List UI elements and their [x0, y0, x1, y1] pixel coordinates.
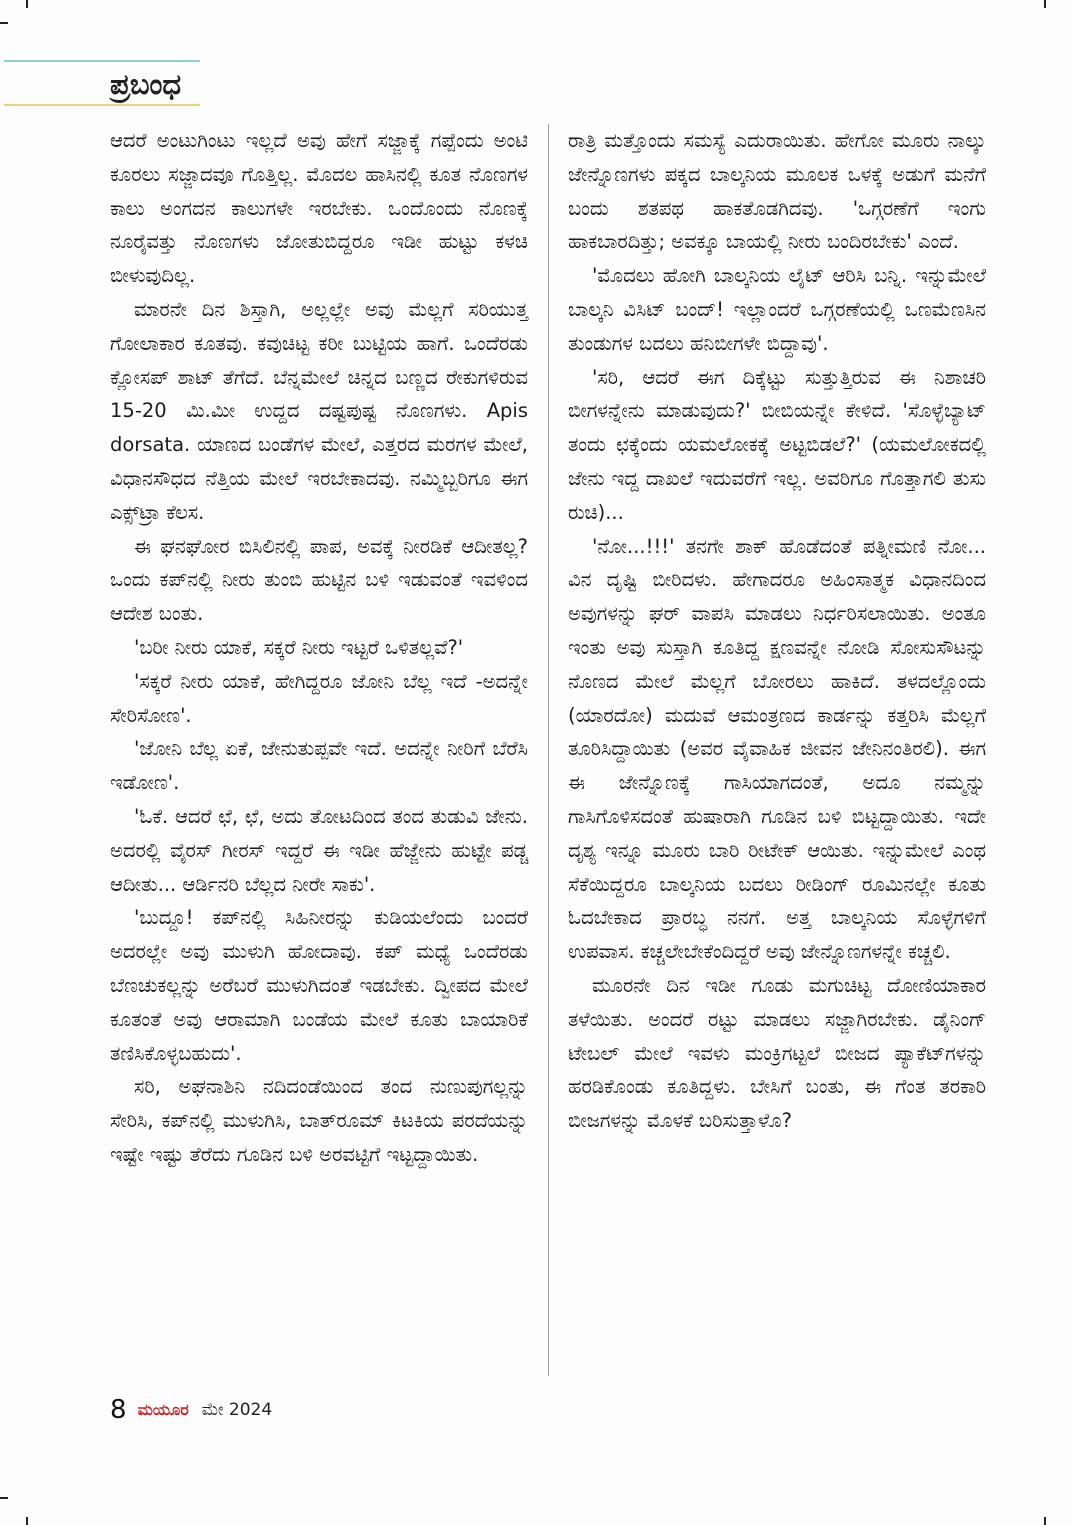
paragraph: 'ಮೊದಲು ಹೋಗಿ ಬಾಲ್ಕನಿಯ ಲೈಟ್ ಆರಿಸಿ ಬನ್ನಿ. ಇನ್ನುಮೇಲೆ ಬಾಲ್ಕನಿ ವಿಸಿಟ್ ಬಂದ್! ಇಲ್ಲಾಂದರೆ ಒಗ್ಗರಣೆಯಲ್ಲಿ ಒಣಮೆಣಸಿನ ತುಂಡುಗಳ ಬದಲು ಹನಿಬೀಗಳೇ ಬಿದ್ದಾವು'. — [568, 264, 986, 355]
page-footer — [110, 1392, 272, 1432]
paragraph: 'ಸರಿ, ಆದರೆ ಈಗ ದಿಕ್ಕೆಟ್ಟು ಸುತ್ತುತ್ತಿರುವ ಈ ನಿಶಾಚರಿ ಬೀಗಳನ್ನೇನು ಮಾಡುವುದು?' ಬೀಬಿಯನ್ನೇ ಕೇಳಿದೆ. 'ಸೊಳ್ಳೆಬ್ಯಾಟ್ ತಂದು ಛಕ್ಕೆಂದು ಯಮಲೋಕಕ್ಕೆ ಅಟ್ಟಬಿಡಲೆ?' (ಯಮಲೋಕದಲ್ಲಿ ಜೇನು ಇದ್ದ ದಾಖಲೆ ಇದುವರೆಗೆ ಇಲ್ಲ. ಅವರಿಗೂ ಗೊತ್ತಾಗಲಿ ತುಸು ರುಚಿ)... — [568, 365, 986, 524]
crop-mark-top-left — [26, 0, 28, 8]
left-column — [110, 124, 528, 1172]
page-number: 8 — [110, 1395, 127, 1425]
paragraph: 'ಜೋನಿ ಬೆಲ್ಲ ಏಕೆ, ಜೇನುತುಪ್ಪವೇ ಇದೆ. ಅದನ್ನೇ ನೀರಿಗೆ ಬೆರೆಸಿ ಇಡೋಣ'. — [110, 737, 528, 795]
crop-mark-top-right — [1044, 0, 1046, 8]
crop-mark-left-upper — [0, 22, 8, 24]
paragraph: 'ಬರೀ ನೀರು ಯಾಕೆ, ಸಕ್ಕರೆ ನೀರು ಇಟ್ಟರೆ ಒಳಿತಲ್ಲವೆ?' — [134, 635, 464, 659]
paragraph: ಮೂರನೇ ದಿನ ಇಡೀ ಗೂಡು ಮಗುಚಿಟ್ಟ ದೋಣಿಯಾಕಾರ ತಳೆಯಿತು. ಅಂದರೆ ರಟ್ಟು ಮಾಡಲು ಸಜ್ಜಾಗಿರಬೇಕು. ಡೈನಿಂಗ್ ಟೇಬಲ್ ಮೇಲೆ ಇವಳು ಮಂಕ್ರಿಗಟ್ಟಲೆ ಬೀಜದ ಪ್ಯಾಕೆಟ್‌ಗಳನ್ನು ಹರಡಿಕೊಂಡು ಕೂತಿದ್ದಳು. ಬೇಸಿಗೆ ಬಂತು, ಈ ಗೆಂತ ತರಕಾರಿ ಬೀಜಗಳನ್ನು ಮೊಳಕೆ ಬರಿಸುತ್ತಾಳೊ? — [568, 973, 986, 1133]
paragraph: 'ಬುದ್ದೂ! ಕಪ್‌ನಲ್ಲಿ ಸಿಹಿನೀರನ್ನು ಕುಡಿಯಲೆಂದು ಬಂದರೆ ಅದರಲ್ಲೇ ಅವು ಮುಳುಗಿ ಹೋದಾವು. ಕಪ್ ಮಧ್ಯೆ ಒಂದೆರಡು ಬೆಣಚುಕಲ್ಲನ್ನು ಅರೆಬರೆ ಮುಳುಗಿದಂತೆ ಇಡಬೇಕು. ದ್ವೀಪದ ಮೇಲೆ ಕೂತಂತೆ ಅವು ಆರಾಮಾಗಿ ಬಂಡೆಯ ಮೇಲೆ ಕೂತು ಬಾಯಾರಿಕೆ ತಣಿಸಿಕೊಳ್ಳಬಹುದು'. — [110, 906, 528, 1065]
paragraph: ಸರಿ, ಅಘನಾಶಿನಿ ನದಿದಂಡೆಯಿಂದ ತಂದ ನುಣುಪುಗಲ್ಲನ್ನು ಸೇರಿಸಿ, ಕಪ್‌ನಲ್ಲಿ ಮುಳುಗಿಸಿ, ಬಾತ್‌ರೂಮ್ ಕಿಟಕಿಯ ಪರದೆಯನ್ನು ಇಷ್ಟೇ ಇಷ್ಟು ತೆರೆದು ಗೂಡಿನ ಬಳಿ ಅರವಟ್ಟಿಗೆ ಇಟ್ಟದ್ದಾಯಿತು. — [110, 1075, 528, 1166]
right-column — [568, 124, 986, 1138]
paragraph: ಈ ಘನಘೋರ ಬಿಸಿಲಿನಲ್ಲಿ ಪಾಪ, ಅವಕ್ಕೆ ನೀರಡಿಕೆ ಆದೀತಲ್ಲ? ಒಂದು ಕಪ್‌ನಲ್ಲಿ ನೀರು ತುಂಬಿ ಹುಟ್ಟಿನ ಬಳಿ ಇಡುವಂತೆ ಇವಳಿಂದ ಆದೇಶ ಬಂತು. — [110, 534, 528, 626]
crop-mark-left-lower — [0, 1497, 8, 1499]
paragraph: ಮಾರನೇ ದಿನ ಶಿಸ್ತಾಗಿ, ಅಲ್ಲಲ್ಲೇ ಅವು ಮೆಲ್ಲಗೆ ಸರಿಯುತ್ತ ಗೋಲಾಕಾರ ಕೂತವು. ಕವುಚಿಟ್ಟ ಕರೀ ಬುಟ್ಟಿಯ ಹಾಗೆ. ಒಂದೆರಡು ಕ್ಲೋಸಪ್ ಶಾಟ್ ತೆಗೆದೆ. ಬೆನ್ನಮೇಲೆ ಚಿನ್ನದ ಬಣ್ಣದ ರೇಕುಗಳಿರುವ 15-20 ಮಿ.ಮೀ ಉದ್ದದ ದಷ್ಟಪುಷ್ಟ ನೊಣಗಳು. Apis dorsata. ಯಾಣದ ಬಂಡೆಗಳ ಮೇಲೆ, ಎತ್ತರದ ಮರಗಳ ಮೇಲೆ, ವಿಧಾನಸೌಧದ ನೆತ್ತಿಯ ಮೇಲೆ ಇರಬೇಕಾದವು. ನಮ್ಮಿಬ್ಬರಿಗೂ ಈಗ ಎಕ್ಸ್‌ಟ್ರಾ ಕೆಲಸ. — [110, 297, 528, 524]
paragraph: 'ಸಕ್ಕರೆ ನೀರು ಯಾಕೆ, ಹೇಗಿದ್ದರೂ ಜೋನಿ ಬೆಲ್ಲ ಇದೆ -ಅದನ್ನೇ ಸೇರಿಸೋಣ'. — [110, 669, 528, 727]
section-rule-bottom — [4, 104, 200, 106]
paragraph: ರಾತ್ರಿ ಮತ್ತೊಂದು ಸಮಸ್ಯೆ ಎದುರಾಯಿತು. ಹೇಗೋ ಮೂರು ನಾಲ್ಕು ಜೇನ್ನೊಣಗಳು ಪಕ್ಕದ ಬಾಲ್ಕನಿಯ ಮೂಲಕ ಒಳಕ್ಕೆ ಅಡುಗೆ ಮನೆಗೆ ಬಂದು ಶತಪಥ ಹಾಕತೊಡಗಿದವು. 'ಒಗ್ಗರಣೆಗೆ ಇಂಗು ಹಾಕಬಾರದಿತ್ತು; ಅವಕ್ಕೂ ಬಾಯಲ್ಲಿ ನೀರು ಬಂದಿರಬೇಕು' ಎಂದೆ. — [568, 129, 986, 254]
paragraph: 'ನೋ...!!!' ತನಗೇ ಶಾಕ್ ಹೊಡೆದಂತೆ ಪತ್ನೀಮಣಿ ನೋ... ವಿನ ದೃಷ್ಟಿ ಬೀರಿದಳು. ಹೇಗಾದರೂ ಅಹಿಂಸಾತ್ಮಕ ವಿಧಾನದಿಂದ ಅವುಗಳನ್ನು ಘರ್ ವಾಪಸಿ ಮಾಡಲು ನಿರ್ಧರಿಸಲಾಯಿತು. ಅಂತೂ ಇಂತು ಅವು ಸುಸ್ತಾಗಿ ಕೂತಿದ್ದ ಕ್ಷಣವನ್ನೇ ನೋಡಿ ಸೋಸುಸೌಟನ್ನು ನೊಣದ ಮೇಲೆ ಮೆಲ್ಲಗೆ ಬೋರಲು ಹಾಕಿದೆ. ತಳದಲ್ಲೊಂದು (ಯಾರದೋ) ಮದುವೆ ಆಮಂತ್ರಣದ ಕಾರ್ಡನ್ನು ಕತ್ತರಿಸಿ ಮೆಲ್ಲಗೆ ತೂರಿಸಿದ್ದಾಯಿತು (ಅವರ ವೈವಾಹಿಕ ಜೀವನ ಜೇನಿನಂತಿರಲಿ). ಈಗ ಈ ಜೇನ್ನೊಣಕ್ಕೆ ಗಾಸಿಯಾಗದಂತೆ, ಅದೂ ನಮ್ಮನ್ನು ಗಾಸಿಗೊಳಿಸದಂತೆ ಹುಷಾರಾಗಿ ಗೂಡಿನ ಬಳಿ ಬಿಟ್ಟದ್ದಾಯಿತು. ಇದೇ ದೃಶ್ಯ ಇನ್ನೂ ಮೂರು ಬಾರಿ ರೀಟೇಕ್ ಆಯಿತು. ಇನ್ನುಮೇಲೆ ಎಂಥ ಸೆಕೆಯಿದ್ದರೂ ಬಾಲ್ಕನಿಯ ಬದಲು ರೀಡಿಂಗ್ ರೂಮಿನಲ್ಲೇ ಕೂತು ಓದಬೇಕಾದ ಪ್ರಾರಬ್ಧ ನನಗೆ. ಅತ್ತ ಬಾಲ್ಕನಿಯ ಸೊಳ್ಳೆಗಳಿಗೆ ಉಪವಾಸ. ಕಚ್ಚಲೇಬೇಕೆಂದಿದ್ದರೆ ಅವು ಜೇನ್ನೊಣಗಳನ್ನೇ ಕಚ್ಚಲಿ. — [568, 534, 986, 964]
section-title: ಪ್ರಬಂಧ — [110, 67, 182, 101]
column-divider — [548, 124, 549, 1376]
paragraph: 'ಓಕೆ. ಆದರೆ ಛೆ, ಛೆ, ಅದು ತೋಟದಿಂದ ತಂದ ತುಡುವಿ ಜೇನು. ಅದರಲ್ಲಿ ವೈರಸ್ ಗೀರಸ್ ಇದ್ದರೆ ಈ ಇಡೀ ಹೆಜ್ಜೇನು ಹುಟ್ಟೇ ಪಡ್ಚ ಆದೀತು... ಆರ್ಡಿನರಿ ಬೆಲ್ಲದ ನೀರೇ ಸಾಕು'. — [110, 804, 528, 896]
issue-date: ಮೇ 2024 — [201, 1400, 273, 1420]
magazine-logo: ಮಯೂರ — [137, 1400, 189, 1419]
crop-mark-bottom-right — [1044, 1517, 1046, 1525]
paragraph: ಆದರೆ ಅಂಟುಗಿಂಟು ಇಲ್ಲದೆ ಅವು ಹೇಗೆ ಸಜ್ಜಾಕ್ಕೆ ಗಪ್ಪೆಂದು ಅಂಟಿ ಕೂರಲು ಸಜ್ಜಾದವೂ ಗೊತ್ತಿಲ್ಲ. ಮೊದಲ ಹಾಸಿನಲ್ಲಿ ಕೂತ ನೊಣಗಳ ಕಾಲು ಅಂಗದನ ಕಾಲುಗಳೇ ಇರಬೇಕು. ಒಂದೊಂದು ನೊಣಕ್ಕೆ ನೂರೈವತ್ತು ನೊಣಗಳು ಜೋತುಬಿದ್ದರೂ ಇಡೀ ಹುಟ್ಟು ಕಳಚಿ ಬೀಳುವುದಿಲ್ಲ. — [110, 129, 528, 288]
crop-mark-bottom-left — [26, 1517, 28, 1525]
section-rule-top — [4, 60, 200, 62]
